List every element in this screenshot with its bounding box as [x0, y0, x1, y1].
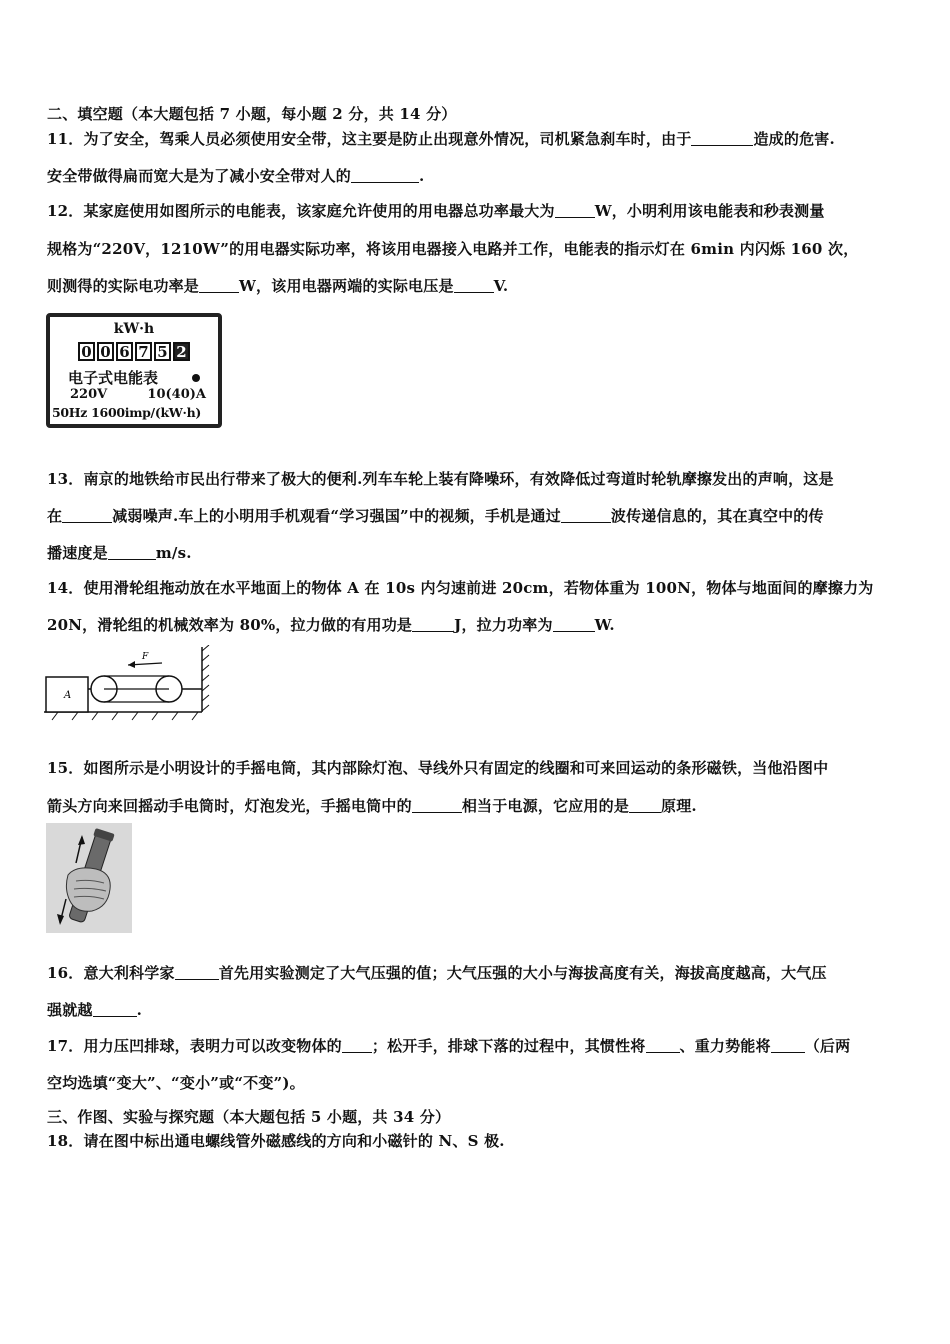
hand-shape: [66, 868, 110, 911]
q11-blank-1[interactable]: [691, 131, 753, 146]
q17-blank-3[interactable]: [771, 1038, 805, 1053]
q14-blank-1[interactable]: [412, 617, 454, 632]
q17-blank-1[interactable]: [342, 1038, 372, 1053]
q11-text-1a: 11．为了安全，驾乘人员必须使用安全带，这主要是防止出现意外情况，司机紧急刹车时，由于: [47, 130, 692, 148]
force-label: F: [142, 652, 149, 662]
q16-text-1a: 16．意大利科学家: [47, 964, 175, 982]
q13-blank-2[interactable]: [561, 508, 611, 523]
meter-spec: 50Hz 1600imp/(kW·h): [52, 405, 201, 420]
q16-text-2b: .: [136, 1001, 143, 1019]
q12-blank-2[interactable]: [199, 278, 239, 293]
q13-line-1: 13．南京的地铁给市民出行带来了极大的便利.列车车轮上装有降噪环，有效降低过弯道时轮轨摩擦发出的声响，这是: [47, 470, 834, 488]
q15-blank-1[interactable]: [412, 798, 462, 813]
meter-unit: kW·h: [113, 321, 155, 337]
meter-digit: 0: [97, 342, 114, 361]
q12-line-1: [47, 200, 825, 221]
meter-current: 10(40)A: [147, 387, 206, 402]
ground-hatch: [52, 712, 198, 720]
q16-blank-2[interactable]: [93, 1002, 137, 1017]
arrowhead-icon: [57, 914, 64, 925]
arrowhead-icon: [78, 835, 85, 845]
q15-line-2: [47, 795, 697, 816]
section-3-heading: 三、作图、实验与探究题（本大题包括 5 小题，共 34 分）: [47, 1108, 451, 1126]
q12-line-2: 规格为“220V，1210W”的用电器实际功率，将该用电器接入电路并工作，电能表的指示灯在 6min 内闪烁 160 次，: [47, 240, 859, 258]
hand-flashlight-figure: [46, 823, 132, 933]
q11-text-2b: .: [419, 167, 425, 185]
hand-flashlight-drawing: [46, 823, 132, 933]
q13-blank-1[interactable]: [62, 508, 112, 523]
q12-text-3b: W，该用电器两端的实际电压是: [239, 277, 454, 295]
q18-line-1: 18．请在图中标出通电螺线管外磁感线的方向和小磁针的 N、S 极.: [47, 1132, 505, 1150]
section-2-heading: 二、填空题（本大题包括 7 小题，每小题 2 分，共 14 分）: [47, 105, 457, 123]
q17-blank-2[interactable]: [646, 1038, 680, 1053]
q17-line-2: 空均选填“变大”、“变小”或“不变”)。: [47, 1074, 305, 1092]
q13-text-2a: 在: [47, 507, 63, 525]
q11-text-2a: 安全带做得扁而宽大是为了减小安全带对人的: [47, 167, 352, 185]
q12-blank-1[interactable]: [555, 203, 595, 218]
q16-blank-1[interactable]: [175, 965, 219, 980]
q15-text-2c: 原理.: [661, 797, 697, 815]
q12-line-3: [47, 275, 508, 296]
q14-text-2a: 20N，滑轮组的机械效率为 80%，拉力做的有用功是: [47, 616, 413, 634]
q12-text-1a: 12．某家庭使用如图所示的电能表，该家庭允许使用的用电器总功率最大为: [47, 202, 555, 220]
indicator-light-icon: [192, 374, 200, 382]
q16-text-1b: 首先用实验测定了大气压强的值；大气压强的大小与海拔高度有关，海拔高度越高，大气压: [218, 964, 827, 982]
q12-text-3a: 则测得的实际电功率是: [47, 277, 200, 295]
q12-blank-3[interactable]: [454, 278, 494, 293]
q15-text-2b: 相当于电源，它应用的是: [461, 797, 630, 815]
q11-blank-2[interactable]: [351, 168, 419, 183]
q14-blank-2[interactable]: [553, 617, 595, 632]
arrowhead-icon: [128, 661, 135, 668]
q14-text-2c: W.: [594, 616, 615, 634]
q13-line-2: [47, 505, 824, 526]
q15-text-2a: 箭头方向来回摇动手电筒时，灯泡发光，手摇电筒中的: [47, 797, 412, 815]
q17-text-1d: （后两: [804, 1037, 851, 1055]
meter-digit: 5: [154, 342, 171, 361]
q16-line-1: [47, 962, 827, 983]
meter-digit: 6: [116, 342, 133, 361]
q17-line-1: [47, 1035, 850, 1056]
q16-line-2: [47, 999, 142, 1020]
energy-meter-figure: [46, 313, 222, 428]
q14-line-1: 14．使用滑轮组拖动放在水平地面上的物体 A 在 10s 内匀速前进 20cm，若物体重为 100N，物体与地面间的摩擦力为: [47, 579, 874, 597]
q13-text-3a: 播速度是: [47, 544, 108, 562]
q17-text-1b: ；松开手，排球下落的过程中，其惯性将: [371, 1037, 646, 1055]
q11-line-1: [47, 128, 835, 149]
q11-line-2: [47, 165, 424, 186]
wall-hatch: [202, 645, 209, 711]
q15-line-1: 15．如图所示是小明设计的手摇电筒，其内部除灯泡、导线外只有固定的线圈和可来回运动的条形磁铁，当他沿图中: [47, 759, 829, 777]
q11-text-1b: 造成的危害.: [753, 130, 835, 148]
q14-text-2b: J，拉力功率为: [454, 616, 553, 634]
q13-text-2b: 减弱噪声.车上的小明用手机观看“学习强国”中的视频，手机是通过: [112, 507, 561, 525]
q16-text-2a: 强就越: [47, 1001, 93, 1019]
q13-line-3: [47, 542, 192, 563]
meter-digit-decimal: 2: [173, 342, 190, 361]
q17-text-1a: 17．用力压凹排球，表明力可以改变物体的: [47, 1037, 342, 1055]
q13-text-2c: 波传递信息的，其在真空中的传: [610, 507, 824, 525]
block-a-label: A: [64, 690, 72, 701]
meter-digits: [78, 342, 190, 361]
q15-blank-2[interactable]: [629, 798, 661, 813]
meter-voltage: 220V: [70, 387, 108, 402]
pulley-system-figure: [44, 645, 214, 725]
q14-line-2: [47, 614, 615, 635]
meter-name: 电子式电能表: [68, 369, 159, 387]
meter-digit: 0: [78, 342, 95, 361]
q12-text-3c: V.: [493, 277, 509, 295]
q13-blank-3[interactable]: [108, 545, 156, 560]
q13-text-3b: m/s.: [155, 544, 192, 562]
q17-text-1c: 、重力势能将: [679, 1037, 771, 1055]
q12-text-1b: W，小明利用该电能表和秒表测量: [594, 202, 825, 220]
meter-digit: 7: [135, 342, 152, 361]
